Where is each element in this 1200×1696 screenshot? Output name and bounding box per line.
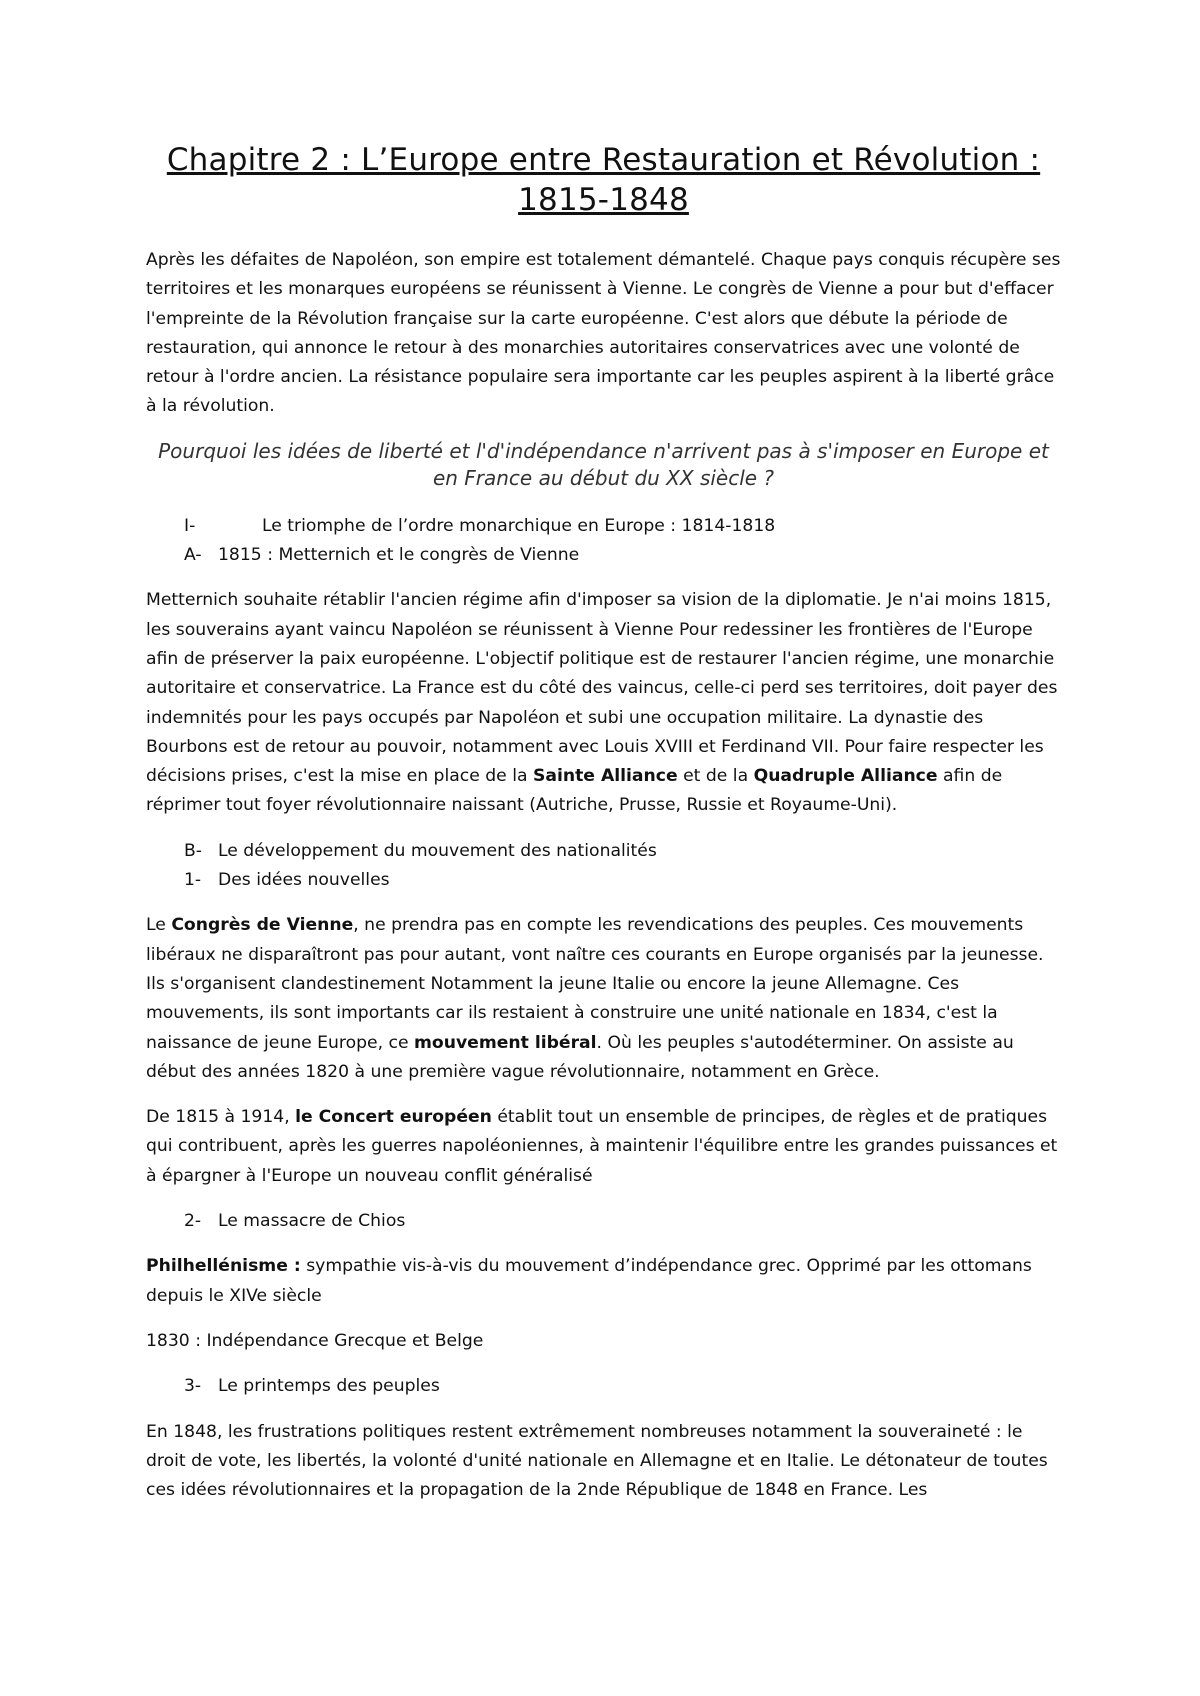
bold-term: Philhellénisme : (146, 1256, 301, 1277)
text-run: afin de réprimer tout foyer révolutionnaire naissant (Autriche, Prusse, Russie et Royaume-Uni). (146, 766, 1003, 816)
subsection-heading-b (146, 837, 1061, 866)
subsection-number: A- (184, 545, 202, 566)
subsection-heading-1 (146, 866, 1061, 895)
subsection-number: B- (184, 840, 202, 861)
bold-term: Congrès de Vienne (171, 915, 354, 936)
paragraph-1830: 1830 : Indépendance Grecque et Belge (146, 1330, 484, 1351)
subsection-title: Des idées nouvelles (218, 870, 390, 891)
problematic-question: Pourquoi les idées de liberté et l'd'indépendance n'arrivent pas à s'imposer en Europe et en France au début du XX siècle ? (158, 438, 1049, 490)
text-run: établit tout un ensemble de principes, de règles et de pratiques qui contribuent, après les guerres napoléoniennes, à maintenir l'équilibre entre les grandes puissances et à épargner à l'Europe un nouveau conflit généralisé (146, 1107, 1058, 1186)
subsection-heading-3 (146, 1372, 1061, 1401)
paragraph-congres (146, 911, 1061, 1087)
text-run: et de la (677, 766, 754, 787)
bold-term: Quadruple Alliance (753, 766, 938, 787)
section-title: Le triomphe de l’ordre monarchique en Europe : 1814-1818 (262, 515, 776, 536)
bold-term: le Concert européen (295, 1107, 492, 1128)
subsection-number: 2- (184, 1211, 202, 1232)
text-run: Le (146, 915, 172, 936)
section-number: I- (184, 515, 196, 536)
section-heading-1 (146, 512, 1061, 541)
subsection-heading-2 (146, 1207, 1061, 1236)
subsection-title: 1815 : Metternich et le congrès de Vienne (218, 545, 580, 566)
subsection-title: Le développement du mouvement des nationalités (218, 840, 657, 861)
chapter-title (146, 140, 1061, 220)
subsection-number: 3- (184, 1376, 202, 1397)
subsection-title: Le massacre de Chios (218, 1211, 406, 1232)
subsection-title: Le printemps des peuples (218, 1376, 440, 1397)
text-run: , ne prendra pas en compte les revendications des peuples. Ces mouvements libéraux ne disparaîtront pas pour autant, vont naître ces courants en Europe organisés par la jeunesse. Ils s'organisent clandestinement Notamment la jeune Italie ou encore la jeune Allemagne. Ces mouvements, ils sont importants car ils restaient à construire une unité nationale en 1834, c'est la naissance de jeune Europe, ce (146, 915, 1044, 1053)
document-body (146, 140, 1061, 1521)
subsection-heading-a (146, 541, 1061, 570)
text-run: sympathie vis-à-vis du mouvement d’indépendance grec. Opprimé par les ottomans depuis le XIVe siècle (146, 1256, 1032, 1306)
bold-term: Sainte Alliance (532, 766, 678, 787)
text-run: De 1815 à 1914, (146, 1107, 296, 1128)
subsection-number: 1- (184, 870, 202, 891)
paragraph-metternich (146, 586, 1061, 820)
paragraph-philhellenisme (146, 1252, 1061, 1311)
bold-term: mouvement libéral (414, 1032, 597, 1053)
text-run: . Où les peuples s'autodéterminer. On assiste au début des années 1820 à une première vague révolutionnaire, notamment en Grèce. (146, 1032, 1014, 1082)
paragraph-concert (146, 1103, 1061, 1191)
paragraph-1848: En 1848, les frustrations politiques restent extrêmement nombreuses notamment la souveraineté : le droit de vote, les libertés, la volonté d'unité nationale en Allemagne et en Italie. Le détonateur de toutes ces idées révolutionnaires et la propagation de la 2nde République de 1848 en France. Les (146, 1421, 1048, 1501)
text-run: Metternich souhaite rétablir l'ancien régime afin d'imposer sa vision de la diplomatie. Je n'ai moins 1815, les souverains ayant vaincu Napoléon se réunissent à Vienne Pour redessiner les frontières de l'Europe afin de préserver la paix européenne. L'objectif politique est de restaurer l'ancien régime, une monarchie autoritaire et conservatrice. La France est du côté des vaincus, celle-ci perd ses territoires, doit payer des indemnités pour les pays occupés par Napoléon et subi une occupation militaire. La dynastie des Bourbons est de retour au pouvoir, notamment avec Louis XVIII et Ferdinand VII. Pour faire respecter les décisions prises, c'est la mise en place de la (146, 590, 1058, 787)
chapter-title-line1: Chapitre 2 : L’Europe entre Restauration et Révolution : (166, 142, 1041, 178)
intro-paragraph: Après les défaites de Napoléon, son empire est totalement démantelé. Chaque pays conquis récupère ses territoires et les monarques européens se réunissent à Vienne. Le congrès de Vienne a pour but d'effacer l'empreinte de la Révolution française sur la carte européenne. C'est alors que débute la période de restauration, qui annonce le retour à des monarchies autoritaires conservatrices avec une volonté de retour à l'ordre ancien. La résistance populaire sera importante car les peuples aspirent à la liberté grâce à la révolution. (146, 250, 1061, 417)
chapter-title-line2: 1815-1848 (518, 182, 689, 218)
